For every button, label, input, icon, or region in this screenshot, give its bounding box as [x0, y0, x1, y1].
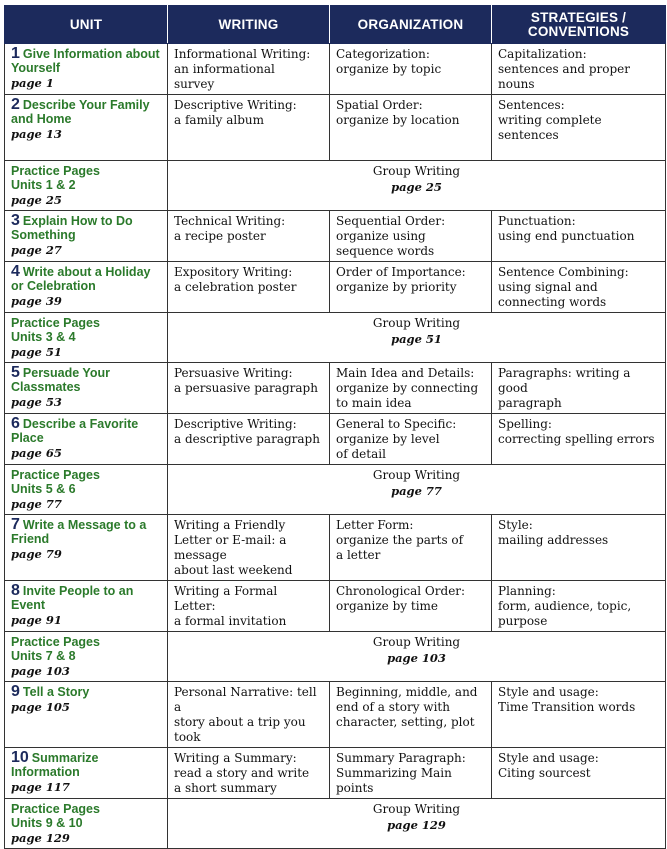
writing-cell: Personal Narrative: tell a story about a trip you took — [168, 682, 330, 748]
writing-cell: Writing a Friendly Letter or E-mail: a message about last weekend — [168, 515, 330, 581]
group-writing-label: Group Writing — [372, 802, 461, 816]
page-ref: page 51 — [391, 332, 442, 346]
strategies-cell: Sentence Combining: using signal and connecting words — [492, 262, 666, 313]
group-writing-cell — [168, 465, 666, 515]
table-row — [5, 682, 666, 748]
unit-number: 7 — [11, 516, 20, 533]
practice-cell — [5, 465, 168, 515]
unit-number: 8 — [11, 582, 20, 599]
unit-title: Summarize Information — [11, 751, 99, 779]
unit-number: 2 — [11, 96, 20, 113]
organization-cell: Summary Paragraph: Summarizing Main points — [330, 748, 492, 799]
table-row — [5, 581, 666, 632]
header-unit: UNIT — [5, 6, 168, 44]
page-ref: page 1 — [11, 76, 54, 90]
page-ref: page 103 — [11, 664, 70, 678]
writing-cell: Informational Writing: an informational survey — [168, 44, 330, 95]
organization-cell: Order of Importance: organize by priority — [330, 262, 492, 313]
header-strategies: STRATEGIES / CONVENTIONS — [492, 6, 666, 44]
table-row — [5, 465, 666, 515]
unit-cell — [5, 414, 168, 465]
page-ref: page 103 — [387, 651, 446, 665]
unit-title: Write a Message to a Friend — [11, 518, 147, 546]
table-row — [5, 799, 666, 849]
organization-cell: Letter Form: organize the parts of a letter — [330, 515, 492, 581]
unit-cell — [5, 748, 168, 799]
table-row — [5, 748, 666, 799]
strategies-cell: Sentences: writing complete sentences — [492, 95, 666, 161]
table-row — [5, 262, 666, 313]
page-ref: page 25 — [11, 193, 62, 207]
unit-cell — [5, 44, 168, 95]
page-ref: page 77 — [11, 497, 62, 511]
unit-title: Explain How to Do Something — [11, 214, 133, 242]
unit-cell — [5, 363, 168, 414]
practice-cell — [5, 161, 168, 211]
organization-cell: Main Idea and Details: organize by connecting to main idea — [330, 363, 492, 414]
writing-cell: Technical Writing: a recipe poster — [168, 211, 330, 262]
strategies-cell: Paragraphs: writing a good paragraph — [492, 363, 666, 414]
organization-cell: General to Specific: organize by level of detail — [330, 414, 492, 465]
unit-title: Give Information about Yourself — [11, 47, 160, 75]
group-writing-cell — [168, 799, 666, 849]
unit-title: Write about a Holiday or Celebration — [11, 265, 151, 293]
practice-title: Practice Pages Units 1 & 2 — [11, 164, 100, 192]
table-row — [5, 414, 666, 465]
page-ref: page 13 — [11, 127, 62, 141]
organization-cell: Chronological Order: organize by time — [330, 581, 492, 632]
unit-title: Persuade Your Classmates — [11, 366, 110, 394]
page-ref: page 25 — [391, 180, 442, 194]
unit-number: 4 — [11, 263, 20, 280]
unit-number: 6 — [11, 415, 20, 432]
unit-cell — [5, 682, 168, 748]
organization-cell: Sequential Order: organize using sequence words — [330, 211, 492, 262]
page-ref: page 27 — [11, 243, 62, 257]
page-ref: page 77 — [391, 484, 442, 498]
table-row — [5, 515, 666, 581]
page-ref: page 129 — [387, 818, 446, 832]
unit-number: 10 — [11, 749, 29, 766]
group-writing-label: Group Writing — [372, 468, 461, 482]
table-row — [5, 632, 666, 682]
strategies-cell: Spelling: correcting spelling errors — [492, 414, 666, 465]
practice-cell — [5, 313, 168, 363]
writing-cell: Descriptive Writing: a family album — [168, 95, 330, 161]
page-ref: page 53 — [11, 395, 62, 409]
unit-title: Describe a Favorite Place — [11, 417, 139, 445]
writing-cell: Expository Writing: a celebration poster — [168, 262, 330, 313]
table-row — [5, 44, 666, 95]
group-writing-cell — [168, 632, 666, 682]
table-of-contents — [4, 5, 666, 849]
table-row — [5, 211, 666, 262]
unit-number: 9 — [11, 683, 20, 700]
group-writing-label: Group Writing — [372, 316, 461, 330]
unit-number: 3 — [11, 212, 20, 229]
organization-cell: Spatial Order: organize by location — [330, 95, 492, 161]
strategies-cell: Style and usage: Citing sourcest — [492, 748, 666, 799]
practice-cell — [5, 799, 168, 849]
strategies-cell: Capitalization: sentences and proper nouns — [492, 44, 666, 95]
table-row — [5, 95, 666, 161]
unit-number: 5 — [11, 364, 20, 381]
practice-title: Practice Pages Units 5 & 6 — [11, 468, 100, 496]
organization-cell: Categorization: organize by topic — [330, 44, 492, 95]
writing-cell: Writing a Summary: read a story and write a short summary — [168, 748, 330, 799]
practice-title: Practice Pages Units 9 & 10 — [11, 802, 100, 830]
page-ref: page 51 — [11, 345, 62, 359]
organization-cell: Beginning, middle, and end of a story with character, setting, plot — [330, 682, 492, 748]
group-writing-cell — [168, 313, 666, 363]
table-row — [5, 161, 666, 211]
unit-number: 1 — [11, 45, 20, 62]
strategies-cell: Style: mailing addresses — [492, 515, 666, 581]
strategies-cell: Style and usage: Time Transition words — [492, 682, 666, 748]
group-writing-label: Group Writing — [372, 635, 461, 649]
page-ref: page 129 — [11, 831, 70, 845]
unit-title: Describe Your Family and Home — [11, 98, 150, 126]
unit-cell — [5, 262, 168, 313]
page-ref: page 65 — [11, 446, 62, 460]
header-organization: ORGANIZATION — [330, 6, 492, 44]
writing-cell: Persuasive Writing: a persuasive paragraph — [168, 363, 330, 414]
writing-cell: Descriptive Writing: a descriptive paragraph — [168, 414, 330, 465]
practice-cell — [5, 632, 168, 682]
header-writing: WRITING — [168, 6, 330, 44]
page-ref: page 39 — [11, 294, 62, 308]
strategies-cell: Planning: form, audience, topic, purpose — [492, 581, 666, 632]
unit-cell — [5, 211, 168, 262]
page-ref: page 105 — [11, 700, 70, 714]
table-row — [5, 313, 666, 363]
practice-title: Practice Pages Units 7 & 8 — [11, 635, 100, 663]
writing-cell: Writing a Formal Letter: a formal invitation — [168, 581, 330, 632]
unit-cell — [5, 581, 168, 632]
unit-cell — [5, 95, 168, 161]
group-writing-cell — [168, 161, 666, 211]
unit-title: Tell a Story — [22, 685, 90, 699]
unit-title: Invite People to an Event — [11, 584, 134, 612]
header-row — [5, 6, 666, 44]
page-ref: page 117 — [11, 780, 70, 794]
group-writing-label: Group Writing — [372, 164, 461, 178]
practice-title: Practice Pages Units 3 & 4 — [11, 316, 100, 344]
page-ref: page 79 — [11, 547, 62, 561]
unit-cell — [5, 515, 168, 581]
table-row — [5, 363, 666, 414]
strategies-cell: Punctuation: using end punctuation — [492, 211, 666, 262]
page-ref: page 91 — [11, 613, 62, 627]
